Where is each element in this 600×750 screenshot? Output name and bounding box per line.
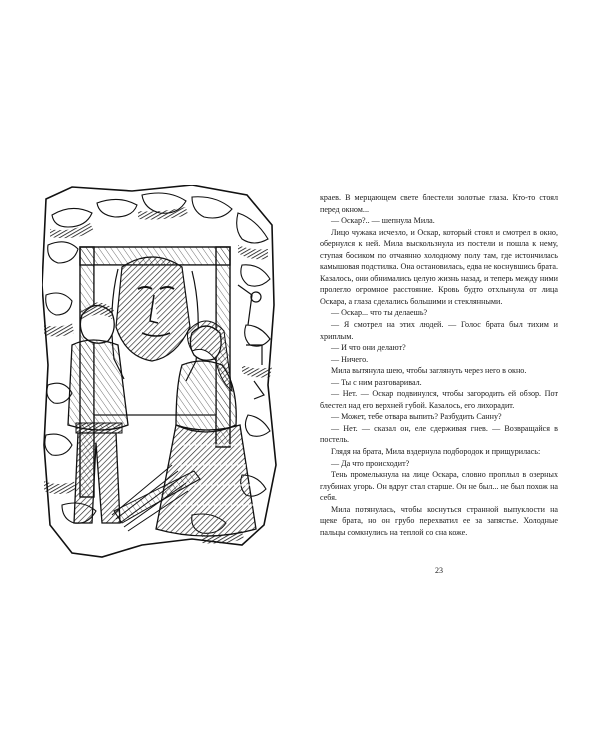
paragraph: — Нет. — Оскар подвинулся, чтобы загородить ей обзор. Пот блестел над его верхней губой. Казалось, его лихорадит. xyxy=(320,389,558,410)
paragraph: — Может, тебе отвара выпить? Разбудить Санну? xyxy=(331,412,502,422)
paragraph: — Ты с ним разговаривал. xyxy=(331,377,422,387)
paragraph: Мила вытянула шею, чтобы заглянуть через него в окно. xyxy=(331,366,527,376)
paragraph: краев. В мерцающем свете блестели золотые глаза. Кто-то стоял перед окном... xyxy=(320,193,558,214)
text-column xyxy=(320,192,558,538)
paragraph: — Оскар... что ты делаешь? xyxy=(331,308,428,318)
illustration xyxy=(42,185,278,568)
paragraph: Лицо чужака исчезло, и Оскар, который стоял и смотрел в окно, обернулся к ней. Мила выскользнула из постели и пошла к нему, ступая босиком по отчаянно холодному полу там, где истончилась камышовая подстилка. Она остановилась, едва не коснувшись брата. Казалось, они обнимались целую жизнь назад, и теперь между ними пролегло огромное расстояние. Кровь будто отхлынула от лица Оскара, а глаза сделались большими и стеклянными. xyxy=(320,227,558,306)
paragraph: — Я смотрел на этих людей. — Голос брата был тихим и хриплым. xyxy=(320,320,558,341)
paragraph: — Да что происходит? xyxy=(331,458,410,468)
paragraph: Мила потянулась, чтобы коснуться странной выпуклости на щеке брата, но он грубо перехватил ее за запястье. Холодные пальцы сомкнулись на теплой со сна коже. xyxy=(320,504,558,537)
paragraph: — Нет. — сказал он, еле сдерживая гнев. — Возвращайся в постель. xyxy=(320,423,558,445)
page-number: 23 xyxy=(435,566,443,575)
paragraph: Глядя на брата, Мила вздернула подбородок и прищурилась: xyxy=(331,447,541,457)
paragraph: — Ничего. xyxy=(331,354,369,364)
ink-drawing-window-scene xyxy=(42,185,278,568)
paragraph: — И что они делают? xyxy=(331,343,406,353)
paragraph: Тень промелькнула на лице Оскара, словно проплыл в озерных глубинах угорь. Он вдруг стал старше. Он не был... не был похож на себя. xyxy=(320,470,558,503)
paragraph: — Оскар?.. — шепнула Мила. xyxy=(331,216,435,226)
